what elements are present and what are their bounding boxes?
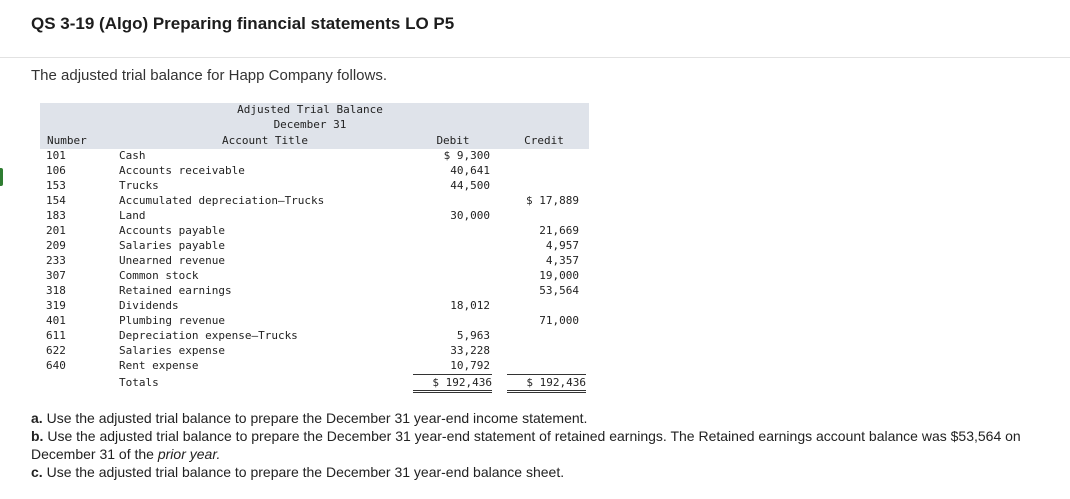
column-header-account: Account Title [221,134,309,147]
account-number: 154 [46,194,66,207]
table-row [40,148,589,163]
account-number: 101 [46,149,66,162]
table-row [40,313,589,328]
instruction-a-label: a. [31,410,43,426]
instruction-c [31,463,1031,481]
page-title: QS 3-19 (Algo) Preparing financial statements LO P5 [31,14,455,33]
account-number: 319 [46,299,66,312]
account-number: 640 [46,359,66,372]
table-row [40,253,589,268]
account-title: Accumulated depreciation—Trucks [119,194,325,207]
account-number: 611 [46,329,66,342]
credit-amount: 71,000 [539,314,579,327]
account-title: Trucks [119,179,159,192]
debit-amount: 40,641 [450,164,490,177]
account-number: 401 [46,314,66,327]
debit-amount: 18,012 [450,299,490,312]
table-row [40,268,589,283]
account-title: Land [119,209,146,222]
instruction-b-emphasis: prior year. [157,446,221,462]
table-row [40,178,589,193]
trial-balance-date: December 31 [273,118,347,131]
account-number: 318 [46,284,66,297]
account-number: 233 [46,254,66,267]
total-debit: $ 192,436 [413,374,492,393]
table-row [40,328,589,343]
totals-row [40,374,589,392]
account-title: Salaries payable [119,239,225,252]
instruction-b-text: Use the adjusted trial balance to prepare the December 31 year-end statement of retained earnings. The Retained earnings account balance was $53,564 on December 31 of the [31,428,1021,462]
credit-amount: 19,000 [539,269,579,282]
account-title: Depreciation expense—Trucks [119,329,298,342]
account-title: Dividends [119,299,179,312]
debit-amount: $ 9,300 [443,149,490,162]
account-number: 622 [46,344,66,357]
account-title: Unearned revenue [119,254,225,267]
column-header-number: Number [47,134,87,147]
account-title: Rent expense [119,359,199,372]
credit-amount: $ 17,889 [526,194,579,207]
account-number: 201 [46,224,66,237]
account-number: 209 [46,239,66,252]
credit-amount: 21,669 [539,224,579,237]
table-row [40,343,589,358]
table-row [40,163,589,178]
account-title: Accounts payable [119,224,225,237]
account-title: Plumbing revenue [119,314,225,327]
intro-text: The adjusted trial balance for Happ Company follows. [31,67,388,84]
column-header-credit: Credit [524,134,564,147]
table-row [40,298,589,313]
instruction-c-label: c. [31,464,43,480]
debit-amount: 30,000 [450,209,490,222]
column-header-debit: Debit [436,134,470,147]
instruction-b [31,427,1031,463]
question-indicator [0,168,3,186]
trial-balance-title: Adjusted Trial Balance [237,103,383,116]
credit-amount: 4,357 [545,254,579,267]
trial-balance-rows [40,148,589,373]
account-title: Retained earnings [119,284,232,297]
account-title: Salaries expense [119,344,225,357]
credit-amount: 4,957 [545,239,579,252]
instructions [31,409,1031,481]
account-title: Common stock [119,269,199,282]
table-row [40,208,589,223]
account-number: 153 [46,179,66,192]
instruction-a-text: Use the adjusted trial balance to prepare the December 31 year-end income statement. [42,410,588,426]
total-credit: $ 192,436 [507,374,586,393]
instruction-c-text: Use the adjusted trial balance to prepare the December 31 year-end balance sheet. [42,464,565,480]
debit-amount: 10,792 [450,359,490,372]
table-row [40,283,589,298]
debit-amount: 5,963 [456,329,490,342]
table-row [40,238,589,253]
header-divider [0,57,1070,58]
table-row [40,193,589,208]
instruction-a [31,409,1031,427]
account-title: Accounts receivable [119,164,245,177]
table-row [40,223,589,238]
debit-amount: 44,500 [450,179,490,192]
credit-amount: 53,564 [539,284,579,297]
trial-balance-header [40,103,589,149]
account-title: Cash [119,149,146,162]
totals-label: Totals [119,376,159,389]
account-number: 307 [46,269,66,282]
account-number: 183 [46,209,66,222]
debit-amount: 33,228 [450,344,490,357]
instruction-b-label: b. [31,428,44,444]
table-row [40,358,589,373]
account-number: 106 [46,164,66,177]
